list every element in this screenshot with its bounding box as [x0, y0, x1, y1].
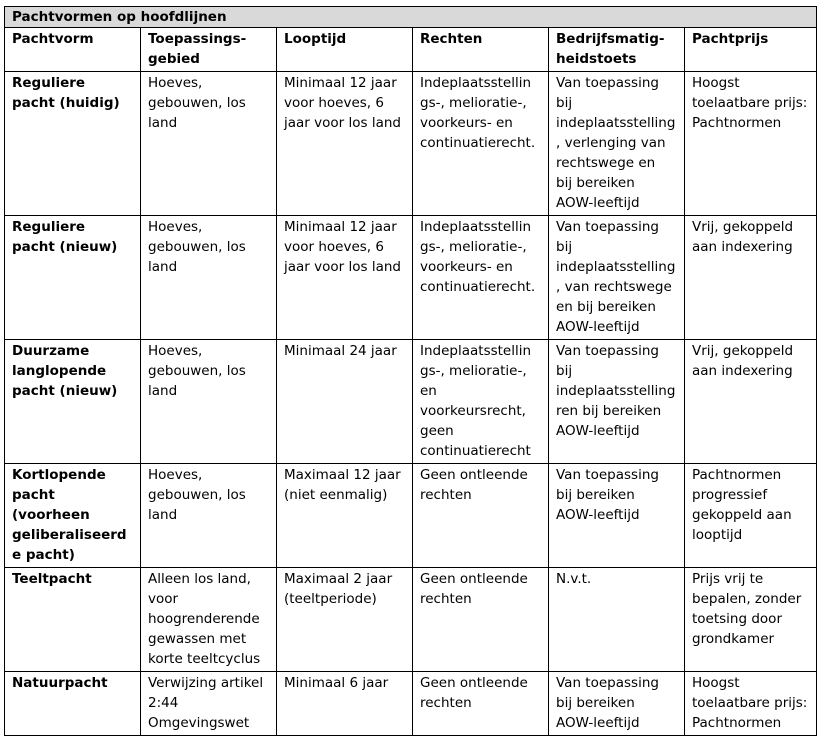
row-header-cell: [5, 72, 141, 216]
column-header: [277, 28, 413, 72]
column-header: [5, 28, 141, 72]
cell-line: voor: [148, 591, 179, 607]
table-cell: [141, 72, 277, 216]
cell-line: toetsing door: [692, 611, 782, 627]
cell-line: aan indexering: [692, 239, 793, 255]
table-cell: [141, 340, 277, 464]
cell-line: korte teeltcyclus: [148, 651, 261, 667]
cell-line: Natuurpacht: [12, 675, 108, 691]
column-header-line: Toepassings-: [148, 31, 247, 47]
table-cell: [277, 216, 413, 340]
cell-line: Maximaal 12 jaar: [284, 467, 401, 483]
table-cell: [685, 568, 817, 672]
table-cell: [549, 672, 685, 736]
table-cell: [549, 340, 685, 464]
cell-line: Pachtnormen: [692, 115, 782, 131]
table-cell: [413, 340, 549, 464]
table-row: [5, 464, 817, 568]
table-cell: [685, 464, 817, 568]
cell-line: (teeltperiode): [284, 591, 377, 607]
cell-line: land: [148, 259, 178, 275]
table-cell: [685, 672, 817, 736]
table-cell: [277, 568, 413, 672]
table-cell: [549, 72, 685, 216]
cell-line: Hoogst: [692, 675, 740, 691]
cell-line: rechten: [420, 695, 472, 711]
cell-line: voor hoeves, 6: [284, 239, 384, 255]
table-row: [5, 340, 817, 464]
table-cell: [413, 72, 549, 216]
cell-line: , van rechtswege: [556, 279, 672, 295]
cell-line: indeplaatsstelling: [556, 259, 676, 275]
cell-line: Van toepassing: [556, 675, 659, 691]
cell-line: Prijs vrij te: [692, 571, 764, 587]
cell-line: bepalen, zonder: [692, 591, 802, 607]
cell-line: Alleen los land,: [148, 571, 251, 587]
column-header-line: Pachtprijs: [692, 31, 769, 47]
cell-line: gebouwen, los: [148, 487, 246, 503]
table-row: [5, 672, 817, 736]
cell-line: Reguliere: [12, 219, 86, 235]
cell-line: Indeplaatsstellin: [420, 219, 532, 235]
row-header-cell: [5, 464, 141, 568]
document: [4, 6, 816, 736]
cell-line: land: [148, 383, 178, 399]
cell-line: bij bereiken: [556, 175, 635, 191]
cell-line: continuatierecht.: [420, 279, 536, 295]
table-cell: [685, 72, 817, 216]
cell-line: aan indexering: [692, 363, 793, 379]
cell-line: AOW-leeftijd: [556, 319, 640, 335]
cell-line: bij bereiken: [556, 487, 635, 503]
cell-line: indeplaatsstelling: [556, 383, 676, 399]
cell-line: Minimaal 12 jaar: [284, 75, 397, 91]
cell-line: land: [148, 507, 178, 523]
cell-line: ren bij bereiken: [556, 403, 662, 419]
pachtvormen-table: [4, 6, 817, 736]
cell-line: en: [420, 383, 437, 399]
cell-line: geen: [420, 423, 454, 439]
cell-line: Omgevingswet: [148, 715, 250, 731]
cell-line: jaar voor los land: [284, 115, 401, 131]
table-cell: [549, 464, 685, 568]
cell-line: gebouwen, los: [148, 95, 246, 111]
table-cell: [277, 672, 413, 736]
cell-line: Hoeves,: [148, 75, 203, 91]
cell-line: en bij bereiken: [556, 299, 656, 315]
cell-line: Maximaal 2 jaar: [284, 571, 393, 587]
table-row: [5, 568, 817, 672]
cell-line: rechten: [420, 487, 472, 503]
cell-line: continuatierecht: [420, 443, 531, 459]
cell-line: AOW-leeftijd: [556, 507, 640, 523]
cell-line: Minimaal 24 jaar: [284, 343, 397, 359]
cell-line: jaar voor los land: [284, 259, 401, 275]
cell-line: Geen ontleende: [420, 675, 528, 691]
row-header-cell: [5, 216, 141, 340]
cell-line: Verwijzing artikel: [148, 675, 264, 691]
cell-line: voorkeursrecht,: [420, 403, 526, 419]
cell-line: toelaatbare prijs:: [692, 95, 808, 111]
cell-line: grondkamer: [692, 631, 775, 647]
cell-line: bij: [556, 95, 573, 111]
column-header-line: heidstoets: [556, 51, 637, 67]
column-header-line: Rechten: [420, 31, 483, 47]
cell-line: rechten: [420, 591, 472, 607]
cell-line: langlopende: [12, 363, 107, 379]
table-cell: [413, 672, 549, 736]
cell-line: looptijd: [692, 527, 743, 543]
cell-line: Geen ontleende: [420, 571, 528, 587]
table-cell: [141, 568, 277, 672]
table-header-row: [5, 28, 817, 72]
cell-line: AOW-leeftijd: [556, 195, 640, 211]
cell-line: pacht: [12, 487, 55, 503]
cell-line: progressief: [692, 487, 768, 503]
cell-line: Indeplaatsstellin: [420, 343, 532, 359]
cell-line: gewassen met: [148, 631, 247, 647]
cell-line: Teeltpacht: [12, 571, 92, 587]
cell-line: continuatierecht.: [420, 135, 536, 151]
cell-line: pacht (huidig): [12, 95, 120, 111]
table-cell: [277, 464, 413, 568]
cell-line: AOW-leeftijd: [556, 715, 640, 731]
cell-line: gebouwen, los: [148, 363, 246, 379]
column-header: [141, 28, 277, 72]
cell-line: Hoeves,: [148, 343, 203, 359]
cell-line: Kortlopende: [12, 467, 106, 483]
table-cell: [685, 216, 817, 340]
table-cell: [141, 672, 277, 736]
table-cell: [277, 72, 413, 216]
table-cell: [413, 568, 549, 672]
cell-line: Geen ontleende: [420, 467, 528, 483]
cell-line: , verlenging van: [556, 135, 666, 151]
cell-line: Indeplaatsstellin: [420, 75, 532, 91]
cell-line: hoogrenderende: [148, 611, 260, 627]
cell-line: Minimaal 12 jaar: [284, 219, 397, 235]
table-cell: [141, 216, 277, 340]
column-header-line: Pachtvorm: [12, 31, 94, 47]
cell-line: Vrij, gekoppeld: [692, 343, 794, 359]
cell-line: Van toepassing: [556, 467, 659, 483]
cell-line: Minimaal 6 jaar: [284, 675, 389, 691]
cell-line: AOW-leeftijd: [556, 423, 640, 439]
table-cell: [685, 340, 817, 464]
table-cell: [413, 216, 549, 340]
column-header: [549, 28, 685, 72]
cell-line: gebouwen, los: [148, 239, 246, 255]
table-cell: [413, 464, 549, 568]
cell-line: bij bereiken: [556, 695, 635, 711]
table-caption-row: [5, 7, 817, 28]
cell-line: geliberaliseerd: [12, 527, 127, 543]
cell-line: pacht (nieuw): [12, 239, 118, 255]
cell-line: Vrij, gekoppeld: [692, 219, 794, 235]
column-header: [413, 28, 549, 72]
column-header-line: gebied: [148, 51, 200, 67]
cell-line: pacht (nieuw): [12, 383, 118, 399]
row-header-cell: [5, 340, 141, 464]
cell-line: voorkeurs- en: [420, 115, 513, 131]
table-cell: [549, 568, 685, 672]
cell-line: bij: [556, 363, 573, 379]
cell-line: land: [148, 115, 178, 131]
cell-line: 2:44: [148, 695, 179, 711]
cell-line: Hoogst: [692, 75, 740, 91]
cell-line: Reguliere: [12, 75, 86, 91]
row-header-cell: [5, 672, 141, 736]
cell-line: Van toepassing: [556, 343, 659, 359]
cell-line: voor hoeves, 6: [284, 95, 384, 111]
cell-line: Hoeves,: [148, 467, 203, 483]
cell-line: Pachtnormen: [692, 715, 782, 731]
column-header-line: Looptijd: [284, 31, 347, 47]
cell-line: Duurzame: [12, 343, 90, 359]
cell-line: gekoppeld aan: [692, 507, 792, 523]
table-row: [5, 72, 817, 216]
cell-line: (voorheen: [12, 507, 90, 523]
cell-line: Van toepassing: [556, 75, 659, 91]
table-cell: [549, 216, 685, 340]
cell-line: e pacht): [12, 547, 75, 563]
cell-line: rechtswege en: [556, 155, 656, 171]
cell-line: indeplaatsstelling: [556, 115, 676, 131]
table-caption: Pachtvormen op hoofdlijnen: [5, 7, 817, 28]
row-header-cell: [5, 568, 141, 672]
cell-line: gs-, melioratie-,: [420, 239, 527, 255]
table-cell: [277, 340, 413, 464]
cell-line: Pachtnormen: [692, 467, 782, 483]
column-header-line: Bedrijfsmatig-: [556, 31, 665, 47]
column-header: [685, 28, 817, 72]
cell-line: Hoeves,: [148, 219, 203, 235]
cell-line: Van toepassing: [556, 219, 659, 235]
table-row: [5, 216, 817, 340]
cell-line: gs-, melioratie-,: [420, 95, 527, 111]
cell-line: bij: [556, 239, 573, 255]
table-cell: [141, 464, 277, 568]
cell-line: gs-, melioratie-,: [420, 363, 527, 379]
cell-line: toelaatbare prijs:: [692, 695, 808, 711]
cell-line: voorkeurs- en: [420, 259, 513, 275]
cell-line: N.v.t.: [556, 571, 592, 587]
cell-line: (niet eenmalig): [284, 487, 388, 503]
